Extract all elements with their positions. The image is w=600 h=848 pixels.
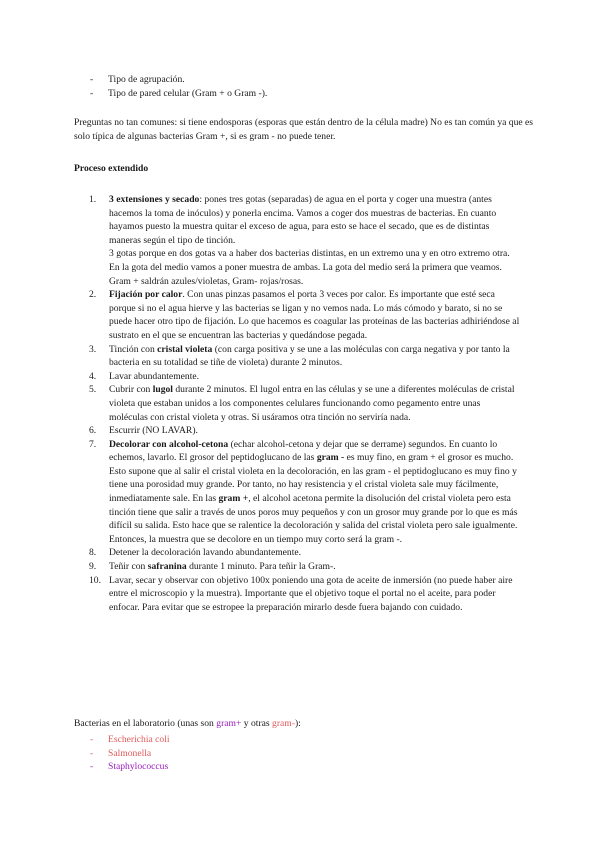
step-keyword: 3 extensiones y secado bbox=[109, 194, 200, 205]
step-number: 4. bbox=[89, 370, 97, 382]
step-item bbox=[0, 193, 600, 288]
step-number: 5. bbox=[89, 384, 97, 396]
step-item: 5. Cubrir con lugol durante 2 minutos. El lugol entra en las células y se une a diferentes moléculas de cristal violeta que estaban unidos a los componentes celulares funcionando como pegamento entre unas moléculas con cristal violeta y otras. Si usáramos otra tinción no serviría nada. bbox=[89, 384, 515, 423]
step-text: (echar alcohol-cetona y dejar que se derrame) segundos. En cuanto lo echemos, lavarlo. El grosor del peptidoglucano de las bbox=[109, 438, 498, 464]
list-item-text: Tipo de agrupación. bbox=[108, 74, 185, 85]
gram-positive-label: gram+ bbox=[216, 718, 242, 729]
step-item bbox=[0, 546, 600, 560]
step-keyword: Decolorar con alcohol-cetona bbox=[109, 438, 229, 450]
step-item bbox=[0, 424, 600, 438]
bacteria-list bbox=[0, 733, 600, 774]
bacteria-item-salmonella: - Salmonella bbox=[90, 747, 152, 759]
gram-negative-term: gram - bbox=[316, 452, 345, 464]
bacteria-name: Staphylococcus bbox=[108, 761, 169, 773]
step-item bbox=[0, 370, 600, 384]
step-item: 7. Decolorar con alcohol-cetona (echar alcohol-cetona y dejar que se derrame) segundos. En cuanto lo echemos, lavarlo. El grosor del peptidoglucano de las gram - es muy fino, en gram + el grosor es mucho. Esto supone que al salir el cristal violeta en la decoloración, en las gram - el peptidoglucano es muy fino y tiene una porosidad muy grande. Por tanto, no hay resistencia y el cristal violeta sale muy fácilmente, inmediatamente sale. En las gram +, el alcohol acetona permite la disolución del cristal violeta pero esta tinción tiene que salir a través de unos poros muy pequeños y con un grosor muy grande por lo que es más difícil su salida. Esto hace que se ralentice la decoloración y salida del cristal violeta pero sale igualmente. Entonces, la muestra que se decolore en un tiempo muy corto será la gram -. bbox=[89, 438, 518, 545]
step-text: Lavar, secar y observar con objetivo 100x poniendo una gota de aceite de inmersión (no puede haber aire entre el microscopio y la muestra). Importante que el objetivo toque el portal no el aceite, para poder enfocar. Para evitar que se estropee la preparación mirarlo desde fuera bajando con cuidado. bbox=[109, 574, 513, 613]
step-text: Escurrir (NO LAVAR). bbox=[109, 425, 198, 437]
step-number: 8. bbox=[89, 547, 97, 559]
characteristics-list bbox=[0, 73, 600, 100]
bacteria-name: Salmonella bbox=[108, 747, 152, 759]
step-text: Detener la decoloración lavando abundantemente. bbox=[109, 547, 302, 559]
step-text: (con carga positiva y se une a las moléculas con carga negativa y por tanto la bacteria en su totalidad se tiñe de violeta) durante 2 minutos. bbox=[109, 343, 510, 369]
step-number: 10. bbox=[89, 574, 101, 586]
list-item-text: Tipo de pared celular (Gram + o Gram -). bbox=[108, 87, 268, 99]
step-number: 6. bbox=[89, 425, 97, 437]
step-keyword: cristal violeta bbox=[157, 343, 213, 355]
step-extra-text: 3 gotas porque en dos gotas va a haber dos bacterias distintas, en un extremo una y en otro extremo otra. En la gota del medio vamos a poner muestra de ambas. La gota del medio será la primera que veamos. Gram + saldrán azules/violetas, Gram- rojas/rosas. bbox=[109, 248, 510, 287]
step-text: durante 2 minutos. El lugol entra en las células y se une a diferentes moléculas de cristal violeta que estaban unidos a los componentes celulares funcionando como pegamento entre unas moléculas con cristal violeta y otras. Si usáramos otra tinción no serviría nada. bbox=[109, 384, 515, 423]
step-item bbox=[0, 574, 600, 615]
step-number: 9. bbox=[89, 561, 97, 573]
gram-positive-term: gram + bbox=[218, 493, 249, 505]
step-keyword: safranina bbox=[147, 561, 187, 573]
procedure-steps bbox=[0, 193, 600, 614]
step-text: Lavar abundantemente. bbox=[109, 370, 200, 382]
list-item: - Tipo de agrupación. bbox=[90, 74, 185, 85]
list-item: - Tipo de pared celular (Gram + o Gram -). bbox=[90, 87, 268, 99]
step-text: . Con unas pinzas pasamos el porta 3 veces por calor. Es importante que esté seca porque si no el agua hierve y las bacterias se ligan y no vemos nada. Lo más cómodo y barato, si no se puede hacer otro tipo de fijación. Lo que hacemos es coagular las proteínas de las bacterias adhiriéndose al sustrato en el que se encuentran las bacterias y quedándose pegada. bbox=[109, 289, 520, 341]
step-item bbox=[0, 288, 600, 342]
step-keyword: Fijación por calor bbox=[109, 289, 183, 301]
step-number: 1. bbox=[89, 194, 97, 205]
step-text: : pones tres gotas (separadas) de agua en el porta y coger una muestra (antes hacemos la toma de inóculos) y ponerla encima. Vamos a coger dos muestras de bacterias. En cuanto hayamos puesto la muestra quitar el exceso de agua, para esto se hace el secado, que es de distintas maneras según el tipo de tinción. bbox=[109, 194, 497, 246]
bacteria-name: Escherichia coli bbox=[108, 734, 170, 745]
gram-negative-label: gram- bbox=[272, 718, 295, 729]
step-number: 3. bbox=[89, 343, 97, 355]
questions-paragraph: Preguntas no tan comunes: si tiene endosporas (esporas que están dentro de la célula madre) No es tan común ya que es solo típica de algunas bacterias Gram +, si es gram - no puede tener. bbox=[74, 117, 534, 142]
bacteria-item-escherichia-coli: - Escherichia coli bbox=[90, 734, 170, 745]
step-number: 2. bbox=[89, 289, 97, 301]
step-item: 3. Tinción con cristal violeta (con carga positiva y se une a las moléculas con carga negativa y por tanto la bacteria en su totalidad se tiñe de violeta) durante 2 minutos. bbox=[89, 343, 510, 369]
step-text: durante 1 minuto. Para teñir la Gram-. bbox=[186, 561, 336, 573]
bacteria-item-staphylococcus: - Staphylococcus bbox=[90, 761, 169, 773]
section-heading: Proceso extendido bbox=[74, 163, 149, 174]
step-item: 9. Teñir con safranina durante 1 minuto. Para teñir la Gram-. bbox=[89, 561, 336, 573]
step-keyword: lugol bbox=[152, 384, 173, 396]
step-number: 7. bbox=[89, 438, 97, 450]
lab-bacteria-intro: Bacterias en el laboratorio (unas son gram+ y otras gram-): bbox=[74, 718, 301, 729]
